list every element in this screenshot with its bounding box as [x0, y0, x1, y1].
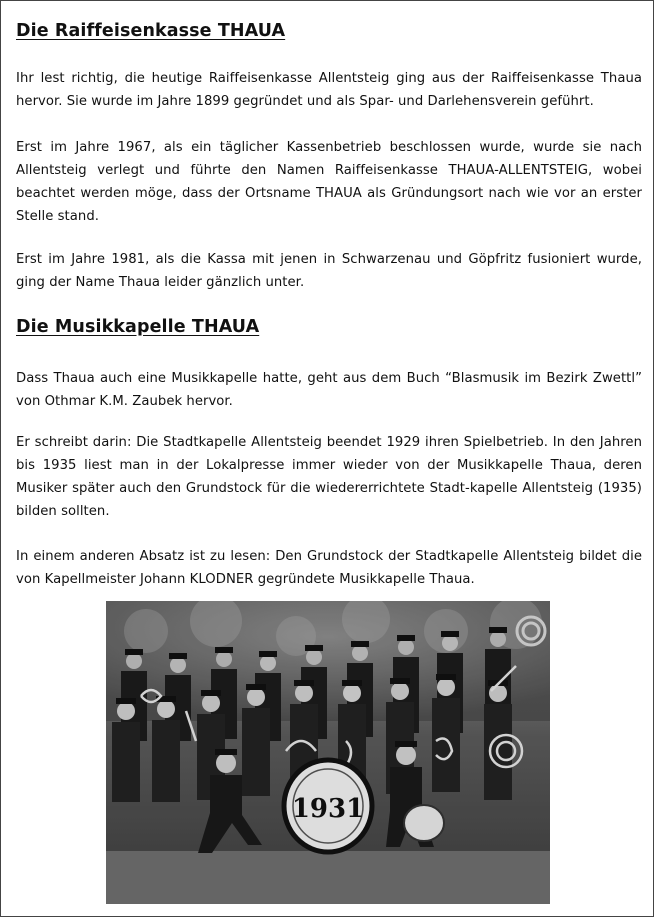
band-photograph	[106, 601, 550, 904]
paragraph-block	[16, 545, 642, 591]
paragraph: Erst im Jahre 1967, als ein täglicher Kassenbetrieb beschlossen wurde, wurde sie nach Allentsteig verlegt und führte den Namen Raiffeisenkasse THAUA-ALLENTSTEIG, wobei beachtet werden möge, dass der Ortsname THAUA als Gründungsort nach wie vor an erster Stelle stand.	[16, 140, 642, 224]
paragraph: Er schreibt darin: Die Stadtkapelle Allentsteig beendet 1929 ihren Spielbetrieb. In den Jahren bis 1935 liest man in der Lokalpresse immer wieder von der Musikkapelle Thaua, deren Musiker später auch den Grundstock für die wiedererrichtete Stadt-kapelle Allentsteig (1935) bilden sollten.	[16, 435, 642, 519]
paragraph-block	[16, 67, 642, 113]
paragraph: Ihr lest richtig, die heutige Raiffeisenkasse Allentsteig ging aus der Raiffeisenkasse Thaua hervor. Sie wurde im Jahre 1899 gegründet und als Spar- und Darlehensverein geführt.	[16, 71, 642, 109]
heading-raiffeisenkasse: Die Raiffeisenkasse THAUA	[16, 21, 286, 41]
paragraph-block	[16, 136, 642, 228]
paragraph: Erst im Jahre 1981, als die Kassa mit jenen in Schwarzenau und Göpfritz fusioniert wurde, ging der Name Thaua leider gänzlich unter.	[16, 252, 642, 290]
heading-musikkapelle: Die Musikkapelle THAUA	[16, 317, 260, 337]
paragraph-block	[16, 248, 642, 294]
paragraph: In einem anderen Absatz ist zu lesen: Den Grundstock der Stadtkapelle Allentsteig bildet die von Kapellmeister Johann KLODNER gegründete Musikkapelle Thaua.	[16, 549, 642, 587]
paragraph-block	[16, 367, 642, 413]
paragraph-block	[16, 431, 642, 523]
paragraph: Dass Thaua auch eine Musikkapelle hatte, geht aus dem Buch “Blasmusik im Bezirk Zwettl” von Othmar K.M. Zaubek hervor.	[16, 371, 642, 409]
drum-year: 1931	[291, 794, 365, 824]
